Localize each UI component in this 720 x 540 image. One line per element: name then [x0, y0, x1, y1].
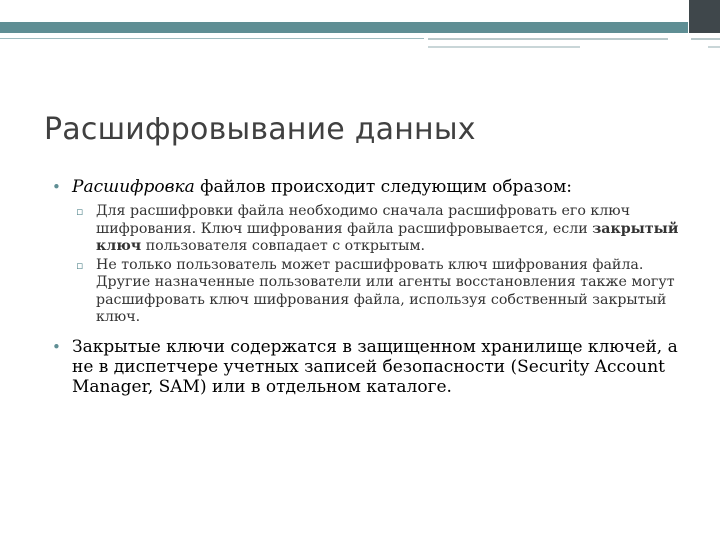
sub-bullet-text: пользователя совпадает с открытым. [141, 238, 425, 254]
bullet-dot-icon: • [52, 337, 61, 356]
header-line [428, 38, 668, 40]
bullet-text: Закрытые ключи содержатся в защищенном хранилище ключей, а не в диспетчере учетных записей безопасности (Security Account Manager, SAM) или в отдельном каталоге. [72, 336, 678, 397]
header-line [0, 38, 424, 39]
square-bullet-icon: ▫ [76, 205, 84, 218]
slide-title: Расшифровывание данных [44, 112, 476, 147]
square-bullet-icon: ▫ [76, 258, 84, 272]
header-corner-block [689, 0, 720, 33]
slide-content [48, 177, 688, 403]
bullet-dot-icon: • [52, 178, 61, 196]
sub-bullet-item [76, 256, 688, 327]
sub-bullet-text: Не только пользователь может расшифровать ключ шифрования файла. Другие назначенные пользователи или агенты восстановления также могут расшифровать ключ шифрования файла, используя собственный закрытый ключ. [96, 256, 675, 325]
bold-text: закрытый ключ [96, 220, 679, 254]
sub-list [48, 203, 688, 327]
header-line [691, 38, 720, 40]
bullet-item [48, 337, 688, 397]
header-line [708, 46, 720, 48]
emphasis-text: Расшифровка [72, 177, 195, 197]
header-line [428, 46, 580, 48]
sub-bullet-text: Для расшифровки файла необходимо сначала расшифровать его ключ шифрования. Ключ шифрования файла расшифровывается, если [96, 203, 631, 237]
bullet-text: файлов происходит следующим образом: [194, 177, 573, 197]
header-accent-bar [0, 22, 688, 33]
bullet-item [48, 177, 688, 197]
sub-bullet-item [76, 203, 688, 256]
